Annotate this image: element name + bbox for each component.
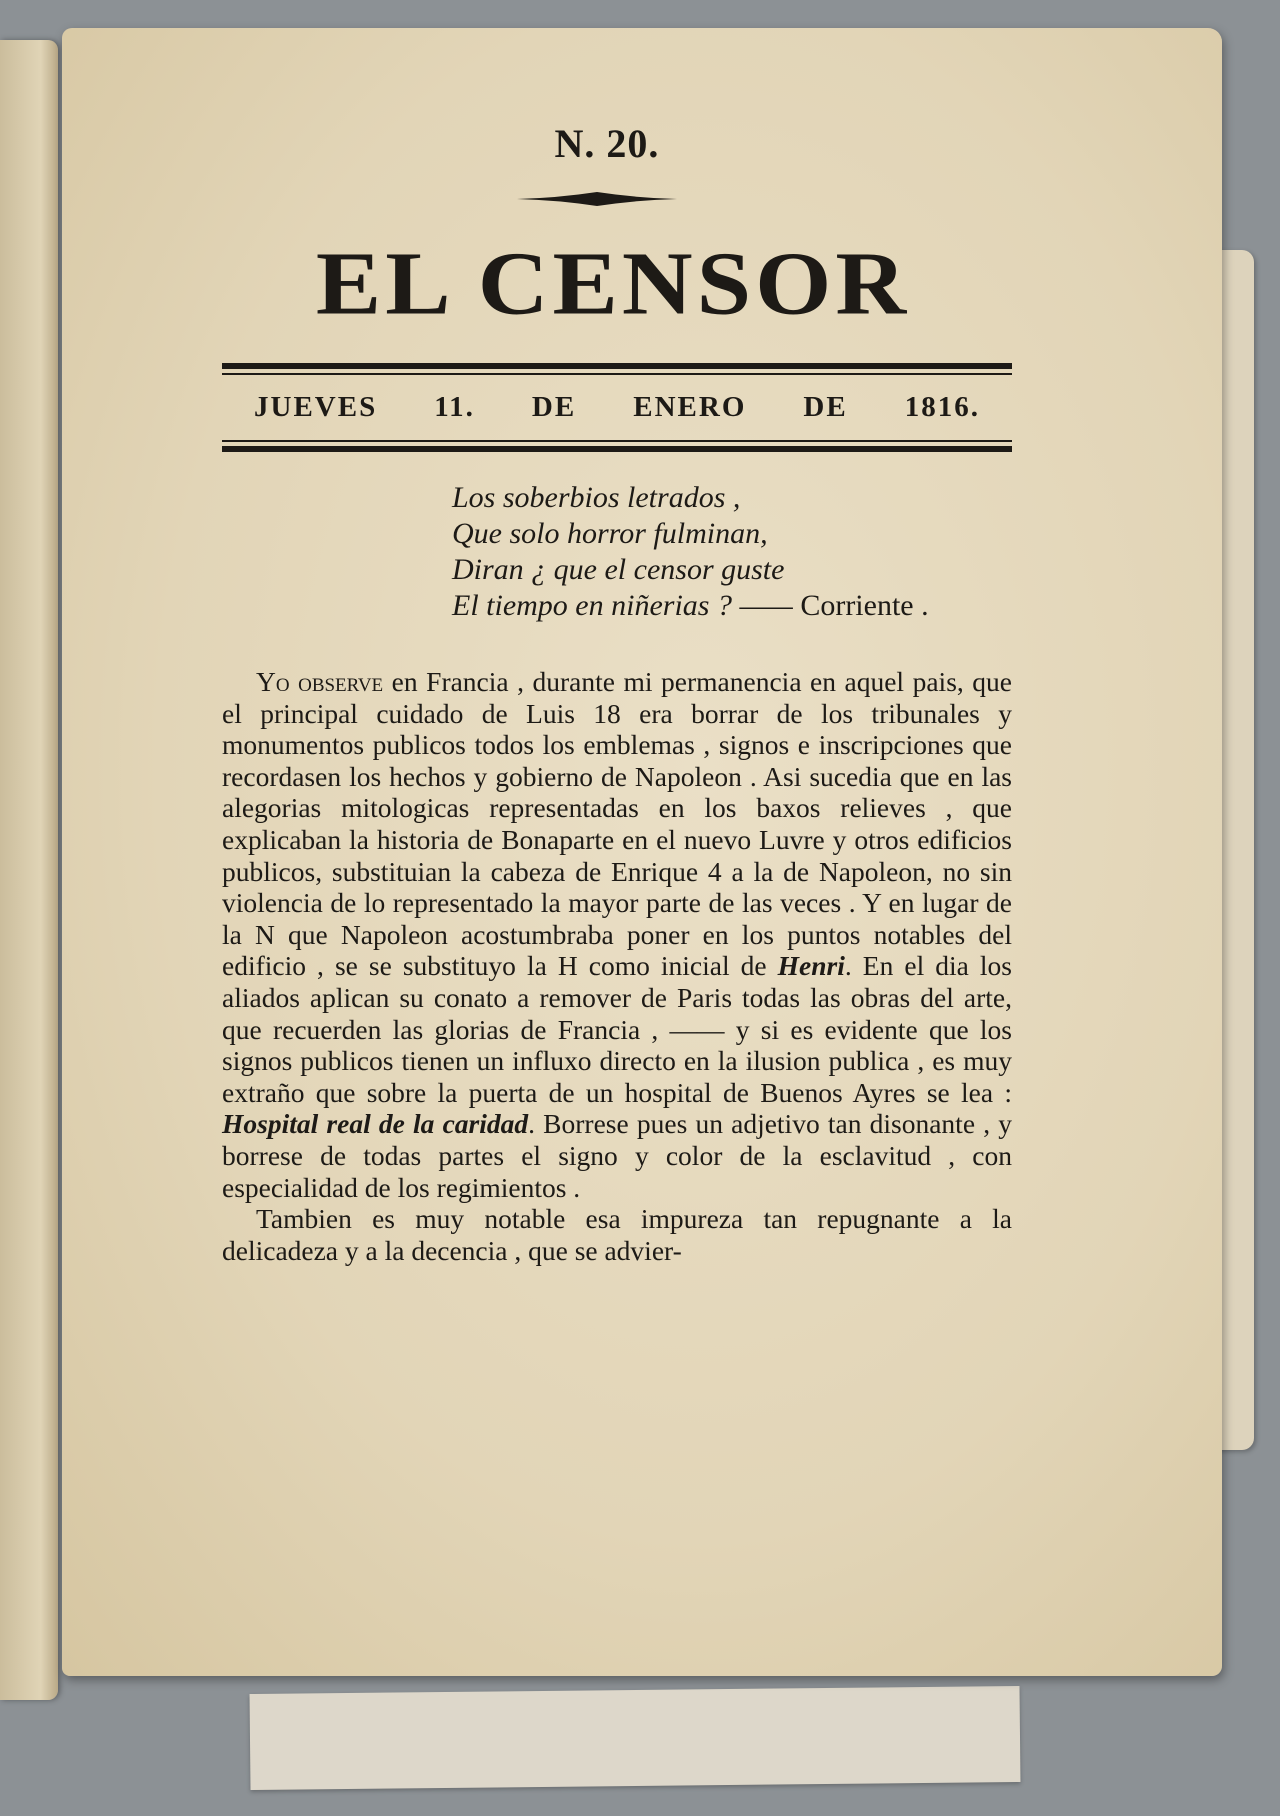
facing-page-edge bbox=[0, 40, 58, 1700]
dateline-month: ENERO bbox=[633, 391, 747, 423]
epigraph-line: El tiempo en niñerias ? —— bbox=[452, 589, 793, 622]
dateline-de: DE bbox=[531, 391, 577, 423]
dateline-weekday: JUEVES bbox=[254, 391, 378, 423]
masthead-rule-bottom bbox=[222, 446, 1012, 452]
underlying-paper-strip bbox=[250, 1686, 1021, 1790]
epigraph-line: Diran ¿ que el censor guste bbox=[452, 553, 785, 586]
epigraph-attribution: Corriente . bbox=[800, 589, 929, 622]
paragraph-text: . Borrese pues un adjetivo tan disonante , y borrese de todas partes el signo y color de la esclavitud , con especialidad de los regimientos . bbox=[222, 1108, 1012, 1203]
article-body bbox=[222, 666, 1012, 1266]
epigraph bbox=[452, 480, 1012, 624]
article-paragraph: Tambien es muy notable esa impureza tan repugnante a la delicadeza y a la decencia , que se advier- bbox=[222, 1203, 1012, 1266]
epigraph-line-last bbox=[452, 588, 1012, 624]
paragraph-text: en Francia , durante mi permanencia en aquel pais, que el principal cuidado de Luis 18 era borrar de los tribunales y monumentos publicos todos los emblemas , signos e inscripciones que recordasen los hechos y gobierno de Napoleon . Asi sucedia que en las alegorias mitologicas representadas en los baxos relieves , que explicaban la historia de Bonaparte en el nuevo Luvre y otros edificios publicos, substituian la cabeza de Enrique 4 a la de Napoleon, no sin violencia de lo representado la mayor parte de las veces . Y en lugar de la N que Napoleon acostumbraba poner en los puntos notables del edificio , se se substituyo la H como inicial de bbox=[222, 666, 1012, 982]
page-content bbox=[222, 120, 1012, 1266]
emphasis-hospital: Hospital real de la caridad bbox=[222, 1108, 529, 1140]
masthead-rule-bottom-thin bbox=[222, 440, 1012, 442]
dateline-day: 11. bbox=[434, 391, 475, 423]
epigraph-line: Que solo horror fulminan, bbox=[452, 517, 768, 550]
epigraph-line: Los soberbios letrados , bbox=[452, 481, 741, 514]
masthead-title: EL CENSOR bbox=[315, 234, 911, 334]
masthead-rule-top bbox=[222, 363, 1012, 369]
dateline-year: 1816. bbox=[904, 391, 980, 423]
dateline-de-2: DE bbox=[803, 391, 848, 423]
paragraph-text: . En el dia los aliados aplican su conato a remover de Paris todas las obras del arte, que recuerden las glorias de Francia , —— y si es evidente que los signos publicos tienen un influxo directo en la ilusion publica , es muy extraño que sobre la puerta de un hospital de Buenos Ayres se lea : bbox=[222, 950, 1012, 1108]
dateline bbox=[222, 391, 1012, 424]
issue-number: N. 20. bbox=[554, 121, 660, 166]
ornament-divider-icon bbox=[517, 189, 677, 209]
emphasis-henri: Henri bbox=[777, 950, 845, 982]
paragraph-lead: Yo observe bbox=[256, 666, 384, 697]
article-paragraph bbox=[222, 666, 1012, 1203]
masthead-rule-top-thin bbox=[222, 373, 1012, 375]
